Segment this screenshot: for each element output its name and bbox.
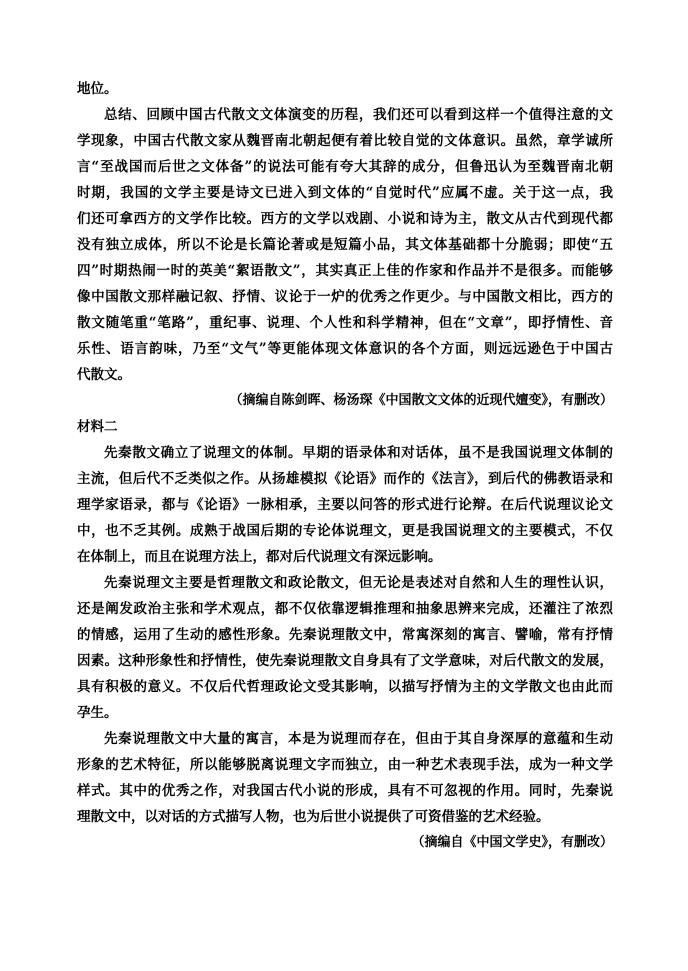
text-line: 们还可拿西方的文学作比较。西方的文学以戏剧、小说和诗为主，散文从古代到现代都: [77, 211, 613, 227]
paragraph-first-line: 先秦散文确立了说理文的体制。早期的语录体和对话体，虽不是我国说理文体制的: [104, 445, 613, 461]
text-line: 因素。这种形象性和抒情性，使先秦说理散文自身具有了文学意味，对后代散文的发展，: [77, 653, 613, 669]
text-line: 理学家语录，都与《论语》一脉相承，主要以问答的形式进行论辩。在后代说理议论文: [77, 497, 613, 513]
text-line: 像中国散文那样融记叙、抒情、议论于一炉的优秀之作更少。与中国散文相比，西方的: [77, 289, 613, 305]
source-citation: （摘编自《中国文学史》，有删改）: [411, 835, 613, 850]
text-line: 乐性、语言韵味，乃至“文气”等更能体现文体意识的各个方面，则远远逊色于中国古: [77, 341, 613, 357]
section-material-2: [77, 414, 613, 856]
text-line: 散文随笔重“笔路”，重纪事、说理、个人性和科学精神，但在“文章”，即抒情性、音: [77, 315, 613, 331]
document-page: [77, 76, 613, 856]
paragraph-first-line: 先秦说理散文中大量的寓言，本是为说理而存在，但由于其自身深厚的意蕴和生动: [104, 731, 613, 747]
text-line: 形象的艺术特征，所以能够脱离说理文字而独立，由一种艺术表现手法，成为一种文学: [77, 757, 613, 773]
text-line: 时期，我国的文学主要是诗文已进入到文体的“自觉时代”应属不虚。关于这一点，我: [77, 185, 613, 201]
paragraph-last-line: 理散文中，以对话的方式描写人物，也为后世小说提供了可资借鉴的艺术经验。: [77, 809, 550, 825]
section-heading: 材料二: [77, 419, 118, 435]
text-line: 具有积极的意义。不仅后代哲理政论文受其影响，以描写抒情为主的文学散文也由此而: [77, 679, 613, 695]
text-line: 学现象，中国古代散文家从魏晋南北朝起便有着比较自觉的文体意识。虽然，章学诚所: [77, 133, 613, 149]
source-citation: （摘编自陈剑晖、杨汤琛《中国散文文体的近现代嬗变》，有删改）: [229, 393, 613, 408]
text-line: 主流，但后代不乏类似之作。从扬雄模拟《论语》而作的《法言》，到后代的佛教语录和: [77, 471, 613, 487]
paragraph-first-line: 总结、回顾中国古代散文文体演变的历程，我们还可以看到这样一个值得注意的文: [104, 107, 613, 123]
paragraph-last-line: 代散文。: [77, 367, 131, 383]
text-line: 中，也不乏其例。成熟于战国后期的专论体说理文，更是我国说理文的主要模式，不仅: [77, 523, 613, 539]
text-line: 样式。其中的优秀之作，对我国古代小说的形成，具有不可忽视的作用。同时，先秦说: [77, 783, 613, 799]
section-material-1: [77, 76, 613, 414]
paragraph-last-line: 在体制上，而且在说理方法上，都对后代说理文有深远影响。: [77, 549, 442, 565]
text-line: 还是阐发政治主张和学术观点，都不仅依靠逻辑推理和抽象思辨来完成，还灌注了浓烈: [77, 601, 613, 617]
text-line: 的情感，运用了生动的感性形象。先秦说理散文中，常寓深刻的寓言、譬喻，常有抒情: [77, 627, 613, 643]
text-line: 言“至战国而后世之文体备”的说法可能有夸大其辞的成分，但鲁迅认为至魏晋南北朝: [77, 159, 613, 175]
text-line: 四”时期热闹一时的英美“絮语散文”，其实真正上佳的作家和作品并不是很多。而能够: [77, 263, 613, 279]
text-line: 地位。: [77, 81, 118, 97]
paragraph-first-line: 先秦说理文主要是哲理散文和政论散文，但无论是表述对自然和人生的理性认识，: [104, 575, 613, 591]
paragraph-last-line: 孕生。: [77, 705, 118, 721]
text-line: 没有独立成体，所以不论是长篇论著或是短篇小品，其文体基础都十分脆弱；即使“五: [77, 237, 613, 253]
